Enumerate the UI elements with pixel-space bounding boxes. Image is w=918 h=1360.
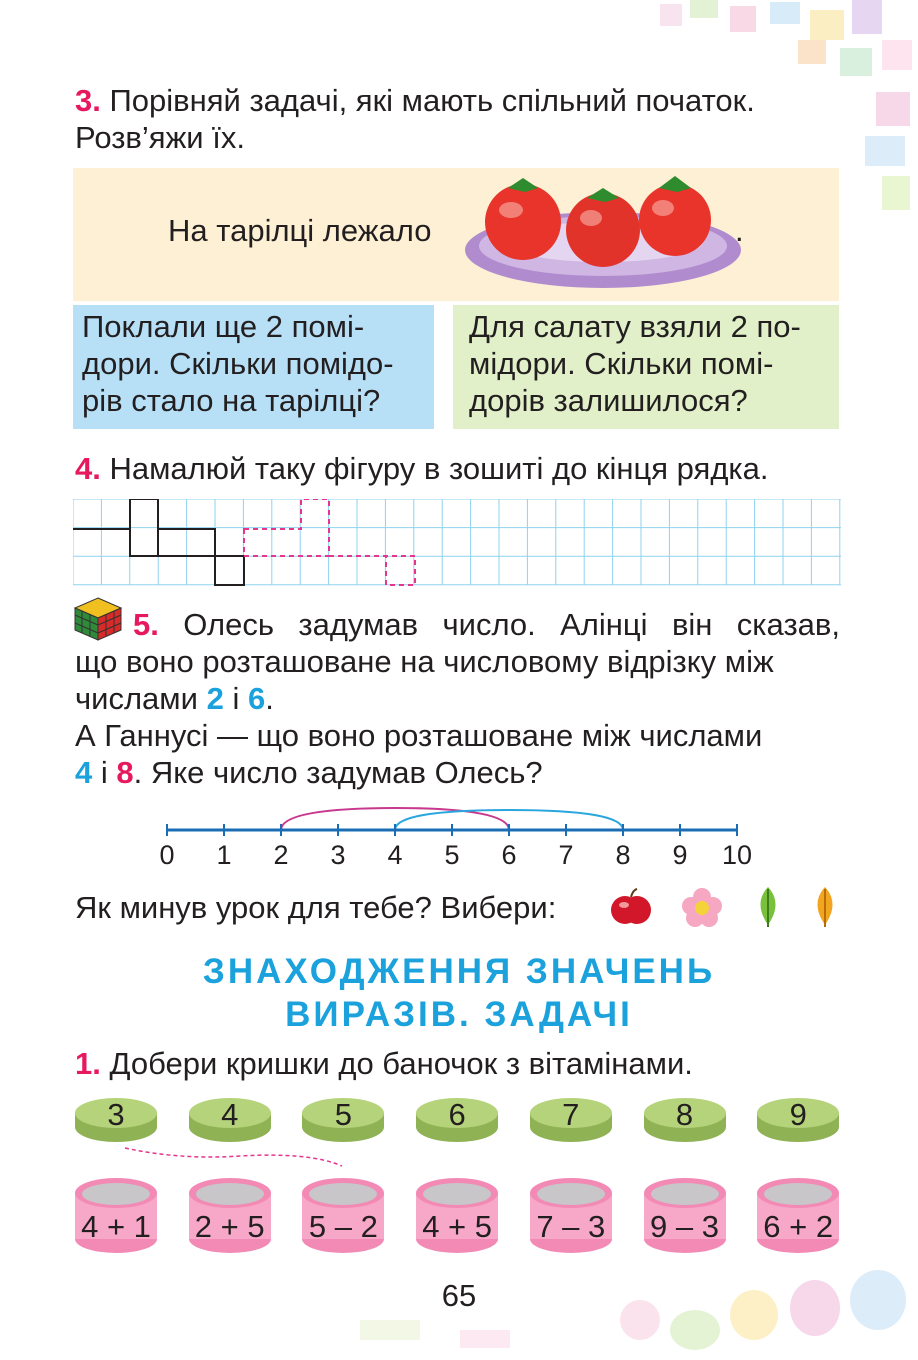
dashed-continuation xyxy=(244,499,415,585)
flower-icon[interactable] xyxy=(681,887,723,927)
task4-number: 4. xyxy=(75,451,101,486)
rubiks-cube-icon xyxy=(73,596,123,642)
tick-label-3: 3 xyxy=(330,840,346,870)
lid-4[interactable] xyxy=(188,1095,272,1145)
tick-label-0: 0 xyxy=(159,840,175,870)
problem-add-line1: Поклали ще 2 помі- xyxy=(82,309,365,344)
tick-label-1: 1 xyxy=(216,840,232,870)
jar-expression: 9 – 3 xyxy=(650,1209,719,1244)
vitamin-jar[interactable] xyxy=(301,1175,385,1255)
problem-sub-line1: Для салату взяли 2 по- xyxy=(469,309,801,344)
task5-number: 5. xyxy=(133,607,159,642)
lid-6[interactable] xyxy=(415,1095,499,1145)
task5-line5-rest: . Яке число задумав Олесь? xyxy=(133,755,543,790)
task3-text-line2: Розв’яжи їх. xyxy=(75,120,245,155)
conj-and-2: і xyxy=(100,755,108,790)
task5-line1 xyxy=(133,606,840,643)
vitamin-jar[interactable] xyxy=(643,1175,727,1255)
problem-sub-line3: дорів залишилося? xyxy=(469,383,748,418)
number-2: 2 xyxy=(206,681,224,716)
task3-heading xyxy=(75,82,840,119)
jar-expression: 7 – 3 xyxy=(536,1209,606,1244)
problem-add-line2: дори. Скільки помідо- xyxy=(82,346,394,381)
lid-label: 5 xyxy=(334,1097,353,1132)
task3-number: 3. xyxy=(75,83,101,118)
section-title-line1: ЗНАХОДЖЕННЯ ЗНАЧЕНЬ xyxy=(202,952,716,991)
lid-label: 9 xyxy=(789,1097,807,1132)
number-4: 4 xyxy=(75,755,93,790)
task5-line3 xyxy=(75,680,274,717)
reflection-text: Як минув урок для тебе? Вибери: xyxy=(75,890,557,925)
task5-line3-prefix: числами xyxy=(75,681,198,716)
tick-label-10: 10 xyxy=(721,840,753,870)
tick-label-5: 5 xyxy=(444,840,460,870)
number-line xyxy=(160,800,750,840)
lid-label: 4 xyxy=(221,1097,239,1132)
jar-expression: 2 + 5 xyxy=(194,1209,265,1244)
lid-label: 8 xyxy=(675,1097,694,1132)
tick-label-7: 7 xyxy=(558,840,574,870)
lid-5[interactable] xyxy=(301,1095,385,1145)
tick-label-6: 6 xyxy=(501,840,517,870)
number-8: 8 xyxy=(116,755,134,790)
vitamin-jar[interactable] xyxy=(529,1175,613,1255)
vitamin-jar[interactable] xyxy=(415,1175,499,1255)
jar-expression: 6 + 2 xyxy=(763,1209,834,1244)
lid-label: 6 xyxy=(448,1097,466,1132)
task5-line2: що воно розташоване на числовому відрізку між xyxy=(75,644,774,679)
green-leaf-icon[interactable] xyxy=(753,885,783,929)
number-6: 6 xyxy=(247,681,266,716)
vitamin-jar[interactable] xyxy=(74,1175,158,1255)
task5-line5 xyxy=(75,754,543,791)
apple-icon[interactable] xyxy=(611,887,651,927)
tomato-plate-box xyxy=(73,168,839,301)
tick-label-9: 9 xyxy=(672,840,688,870)
vitamin-jar[interactable] xyxy=(188,1175,272,1255)
tick-label-8: 8 xyxy=(615,840,631,870)
task4-heading xyxy=(75,450,769,487)
task5-line4: А Ганнусі — що воно розташоване між числами xyxy=(75,718,763,753)
tick-label-4: 4 xyxy=(387,840,403,870)
problem-box-subtract xyxy=(453,305,839,429)
problem-sub-line2: мідори. Скільки помі- xyxy=(469,346,774,381)
lid-3[interactable] xyxy=(74,1095,158,1145)
problem-add-line3: рів стало на тарілці? xyxy=(82,383,381,418)
plate-intro-text: На тарілці лежало xyxy=(168,213,432,248)
task1-heading xyxy=(75,1045,693,1082)
jar-expression: 5 – 2 xyxy=(308,1209,378,1244)
jar-expression: 4 + 1 xyxy=(81,1209,151,1244)
task5-text-line1: Олесь задумав число. Алінці він сказав, xyxy=(183,607,840,642)
section-title-line2: ВИРАЗІВ. ЗАДАЧІ xyxy=(285,995,633,1034)
yellow-leaf-icon[interactable] xyxy=(810,885,840,929)
page-number: 65 xyxy=(441,1278,477,1313)
plate-with-tomatoes-icon xyxy=(463,170,743,295)
lid-8[interactable] xyxy=(643,1095,727,1145)
task3-text-line1: Порівняй задачі, які мають спільний початок. xyxy=(109,83,755,118)
grid-drawing-area xyxy=(73,499,841,587)
lid-label: 7 xyxy=(562,1097,580,1132)
task1-text: Добери кришки до баночок з вітамінами. xyxy=(109,1046,693,1081)
lid-label: 3 xyxy=(107,1097,125,1132)
lid-9[interactable] xyxy=(756,1095,840,1145)
jar-expression: 4 + 5 xyxy=(422,1209,492,1244)
plate-intro-period: . xyxy=(735,213,744,248)
task1-number: 1. xyxy=(75,1046,101,1081)
lid-7[interactable] xyxy=(529,1095,613,1145)
tick-label-2: 2 xyxy=(273,840,289,870)
problem-box-add xyxy=(73,305,434,429)
conj-and-1: і xyxy=(232,681,240,716)
task4-text: Намалюй таку фігуру в зошиті до кінця рядка. xyxy=(109,451,769,486)
period-1: . xyxy=(265,681,274,716)
vitamin-jar[interactable] xyxy=(756,1175,840,1255)
